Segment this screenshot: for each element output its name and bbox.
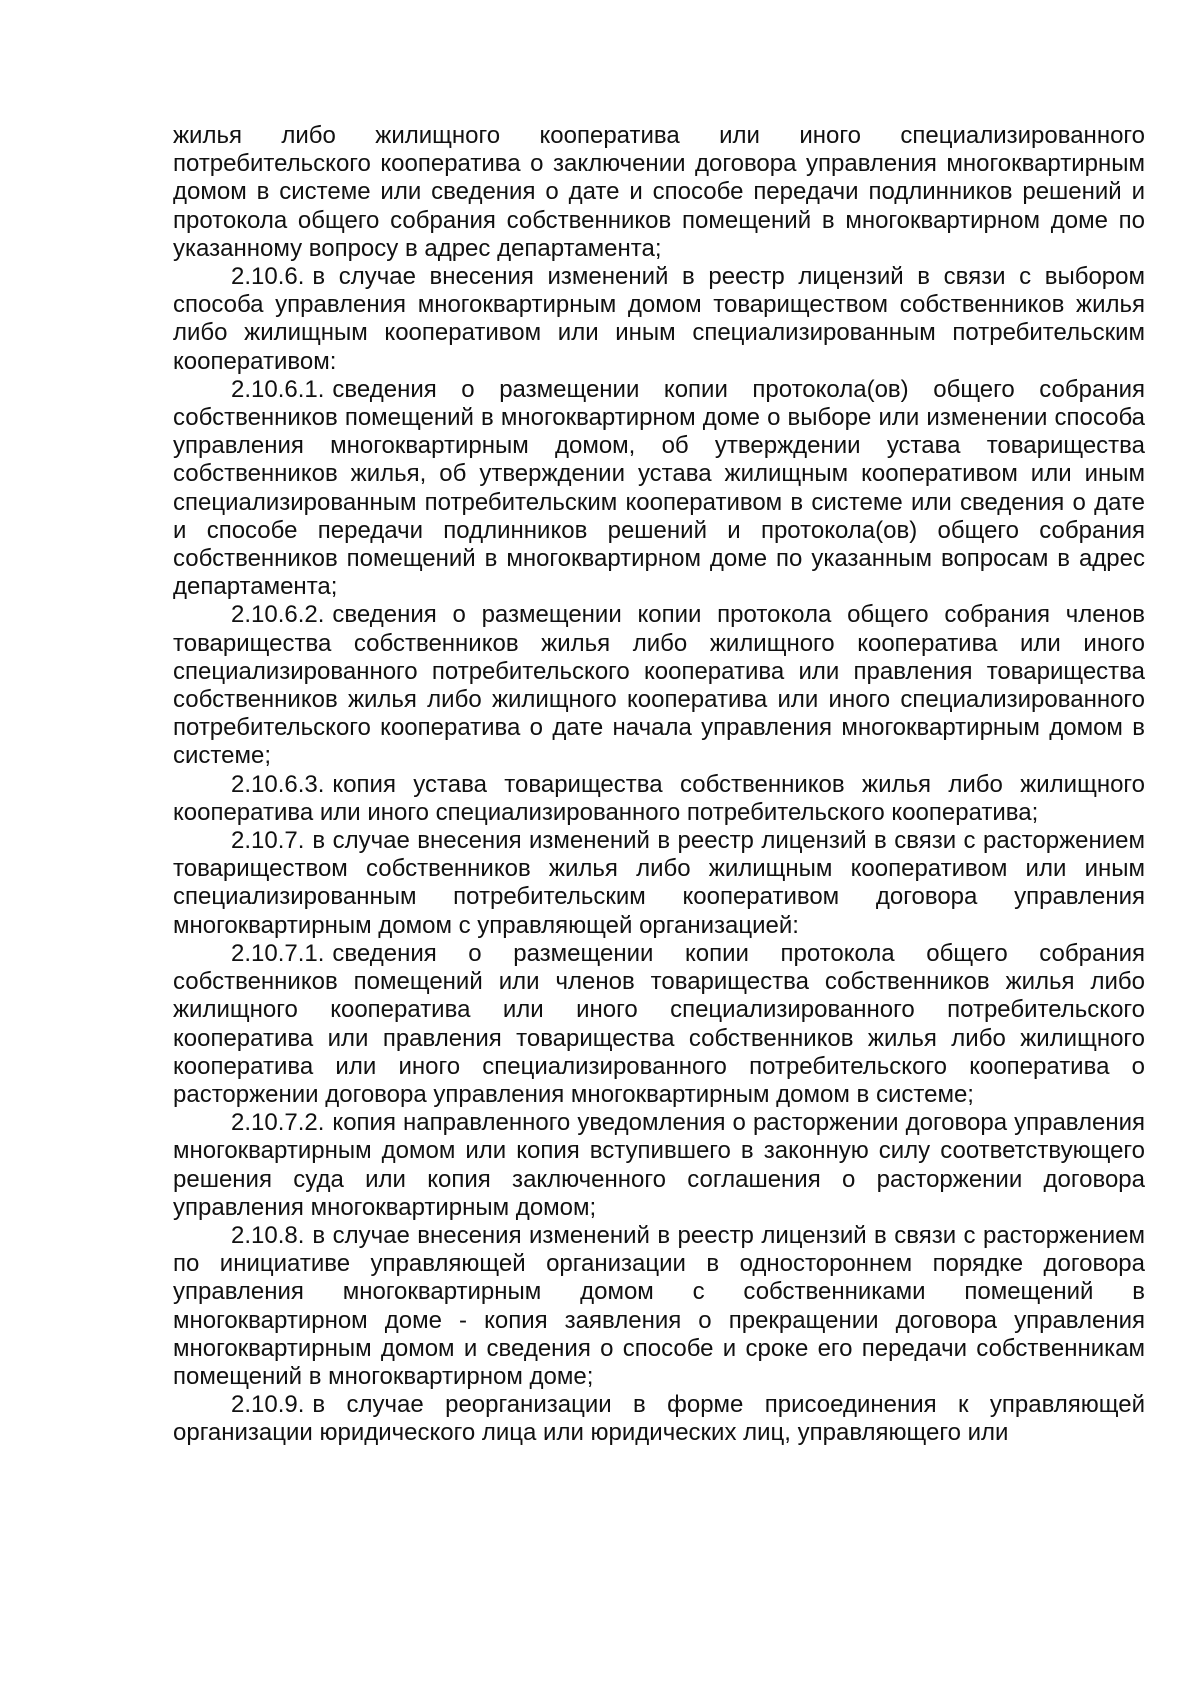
paragraph-number: 2.10.6.3. xyxy=(231,770,325,798)
paragraph-continuation xyxy=(173,122,1145,263)
paragraph-text: сведения о размещении копии протокола общего собрания собственников помещений или членов товарищества собственников жилья либо жилищного кооператива или иного специализированного потребительского кооператива или правления товарищества собственников жилья либо жилищного кооператива или иного специализированного потребительского кооператива о расторжении договора управления многоквартирным домом в системе; xyxy=(173,939,1145,1108)
paragraph-2-10-7-1 xyxy=(173,940,1145,1109)
paragraph-text: в случае внесения изменений в реестр лицензий в связи с расторжением товариществом собственников жилья либо жилищным кооперативом или иным специализированным потребительским кооперативом договора управления многоквартирным домом с управляющей организацией: xyxy=(173,827,1145,939)
paragraph-2-10-6-1 xyxy=(173,376,1145,602)
paragraph-text: в случае внесения изменений в реестр лицензий в связи с выбором способа управления многоквартирным домом товариществом собственников жилья либо жилищным кооперативом или иным специализированным потребительским кооперативом: xyxy=(173,263,1145,375)
paragraph-text: копия направленного уведомления о расторжении договора управления многоквартирным домом или копия вступившего в законную силу соответствующего решения суда или копия заключенного соглашения о расторжении договора управления многоквартирным домом; xyxy=(173,1109,1145,1221)
paragraph-text: жилья либо жилищного кооператива или иного специализированного потребительского кооператива о заключении договора управления многоквартирным домом в системе или сведения о дате и способе передачи подлинников решений и протокола общего собрания собственников помещений в многоквартирном доме по указанному вопросу в адрес департамента; xyxy=(173,122,1145,262)
document-page xyxy=(173,122,1145,1448)
paragraph-number: 2.10.6.2. xyxy=(231,601,325,629)
paragraph-2-10-9 xyxy=(173,1391,1145,1447)
paragraph-2-10-7-2 xyxy=(173,1109,1145,1222)
paragraph-text: в случае реорганизации в форме присоединения к управляющей организации юридического лица или юридических лиц, управляющего или xyxy=(173,1391,1145,1447)
paragraph-text: в случае внесения изменений в реестр лицензий в связи с расторжением по инициативе управляющей организации в одностороннем порядке договора управления многоквартирным домом с собственниками помещений в многоквартирном доме - копия заявления о прекращении договора управления многоквартирным домом и сведения о способе и сроке его передачи собственникам помещений в многоквартирном доме; xyxy=(173,1221,1145,1390)
paragraph-number: 2.10.7.1. xyxy=(231,939,325,967)
paragraph-number: 2.10.6.1. xyxy=(231,375,325,403)
paragraph-2-10-6 xyxy=(173,263,1145,376)
paragraph-2-10-8 xyxy=(173,1222,1145,1391)
paragraph-number: 2.10.9. xyxy=(231,1391,305,1419)
paragraph-number: 2.10.8. xyxy=(231,1221,305,1249)
paragraph-text: копия устава товарищества собственников жилья либо жилищного кооператива или иного специализированного потребительского кооператива; xyxy=(173,770,1145,826)
paragraph-2-10-6-2 xyxy=(173,601,1145,770)
paragraph-2-10-7 xyxy=(173,827,1145,940)
paragraph-number: 2.10.7. xyxy=(231,827,305,855)
paragraph-number: 2.10.6. xyxy=(231,263,305,291)
paragraph-text: сведения о размещении копии протокола общего собрания членов товарищества собственников жилья либо жилищного кооператива или иного специализированного потребительского кооператива или правления товарищества собственников жилья либо жилищного кооператива или иного специализированного потребительского кооператива о дате начала управления многоквартирным домом в системе; xyxy=(173,601,1145,770)
paragraph-number: 2.10.7.2. xyxy=(231,1109,325,1137)
paragraph-text: сведения о размещении копии протокола(ов) общего собрания собственников помещений в многоквартирном доме о выборе или изменении способа управления многоквартирным домом, об утверждении устава товарищества собственников жилья, об утверждении устава жилищным кооперативом или иным специализированным потребительским кооперативом в системе или сведения о дате и способе передачи подлинников решений и протокола(ов) общего собрания собственников помещений в многоквартирном доме по указанным вопросам в адрес департамента; xyxy=(173,375,1145,601)
paragraph-2-10-6-3 xyxy=(173,771,1145,827)
